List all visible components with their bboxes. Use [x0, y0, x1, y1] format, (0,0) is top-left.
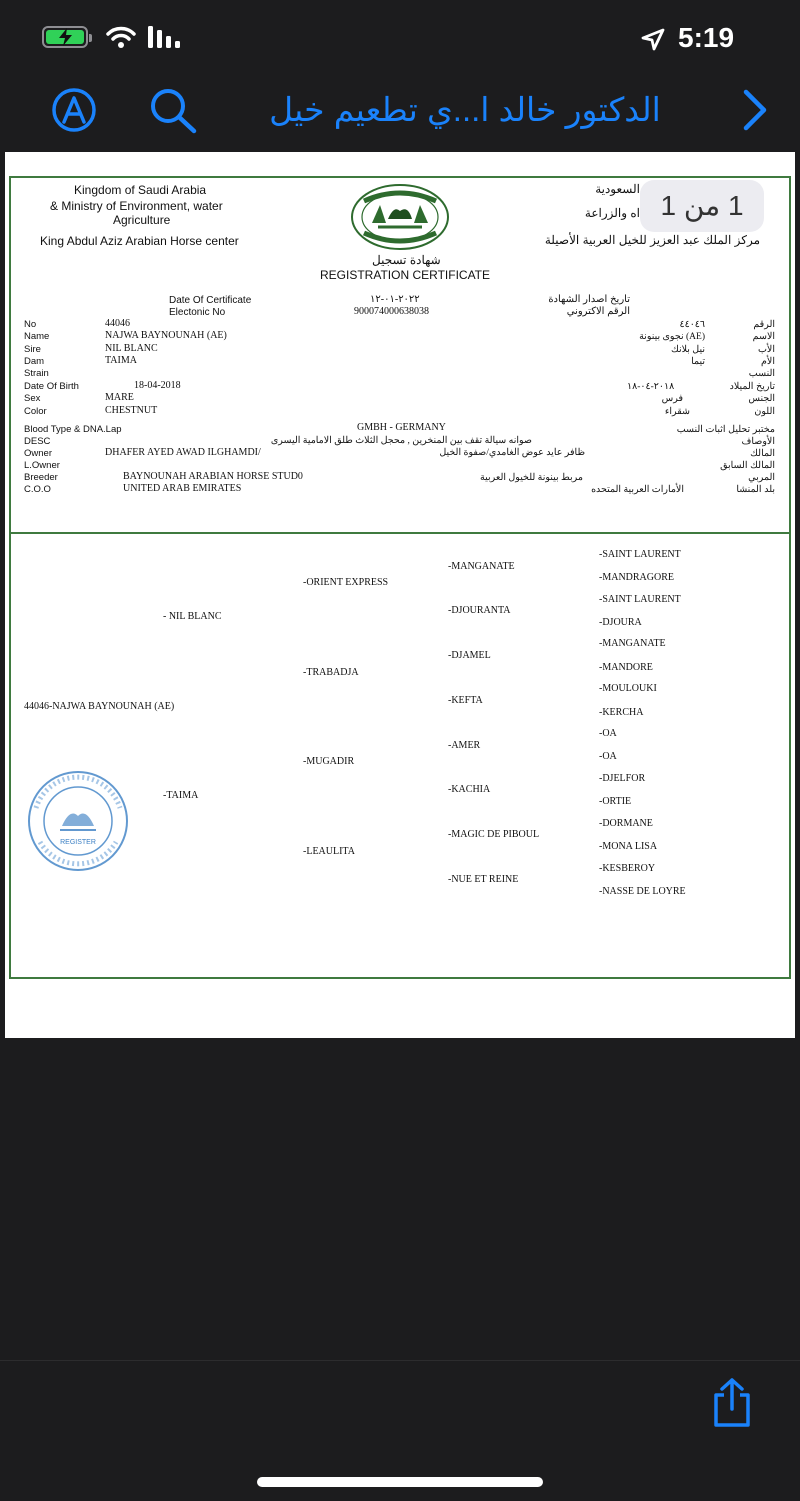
field-label-ar: تاريخ الميلاد [729, 381, 775, 392]
field-label: Sire [24, 344, 41, 355]
coo-label: C.O.O [24, 484, 51, 495]
owner-value: DHAFER AYED AWAD ILGHAMDI/ [105, 447, 261, 458]
field-label: No [24, 319, 37, 330]
owner-label-ar: المالك [750, 448, 775, 459]
pedigree-gen3: -MANGANATE [448, 561, 515, 572]
field-label: Sex [24, 393, 41, 404]
cellular-signal-icon [148, 26, 186, 48]
breeder-value-ar: مربط بينونة للخيول العربية [480, 473, 583, 483]
last-owner-label: L.Owner [24, 460, 60, 471]
field-value-ar: شقراء [664, 407, 690, 417]
registry-stamp-icon [26, 768, 130, 874]
stamp-text: REGISTER [60, 839, 96, 846]
field-value: 18-04-2018 [134, 380, 181, 391]
document-title: الدكتور خالد ا...ي تطعيم خيل [269, 91, 661, 128]
pedigree-gen3: -KACHIA [448, 784, 491, 795]
pedigree-gen4: -MANDRAGORE [599, 572, 674, 583]
pedigree-gen3: -DJOURANTA [448, 605, 511, 616]
electronic-value: 900074000638038 [354, 306, 429, 317]
field-label: Strain [24, 368, 49, 379]
blood-type-value: GMBH - GERMANY [357, 422, 446, 433]
certificate-divider [9, 532, 791, 534]
pedigree-gen4: -DJOURA [599, 617, 642, 628]
blood-type-label: Blood Type & DNA.Lap [24, 424, 122, 435]
pedigree-gen2: -ORIENT EXPRESS [303, 577, 389, 588]
title-en: REGISTRATION CERTIFICATE [320, 268, 491, 282]
field-label: Dam [24, 356, 45, 367]
pedigree-gen4: -DORMANE [599, 818, 653, 829]
header-en-line: King Abdul Aziz Arabian Horse center [40, 234, 239, 248]
coo-value: UNITED ARAB EMIRATES [123, 483, 242, 494]
field-value: 44046 [105, 318, 130, 329]
coo-value-ar: الأمارات العربية المتحده [591, 485, 684, 495]
pedigree-horse: 44046-NAJWA BAYNOUNAH (AE) [24, 701, 175, 712]
last-owner-label-ar: المالك السابق [720, 460, 775, 471]
field-value-ar: ٢٠١٨-٠٤-١٨ [627, 382, 675, 392]
home-indicator[interactable] [257, 1477, 543, 1487]
field-value: NIL BLANC [105, 343, 158, 354]
pedigree-gen3: -DJAMEL [448, 650, 491, 661]
field-label: Date Of Birth [24, 381, 79, 392]
search-icon[interactable] [146, 86, 200, 134]
navigation-bar [0, 80, 800, 148]
owner-label: Owner [24, 448, 52, 459]
header-en-line: Agriculture [113, 213, 171, 227]
field-label-ar: الجنس [748, 393, 775, 404]
breeder-label-ar: المربي [748, 472, 775, 483]
pedigree-gen4: -OA [599, 751, 617, 762]
desc-value-ar: صوانه سيالة تقف بين المنخرين , محجل الثلاث طلق الامامية اليسرى [270, 436, 532, 446]
pedigree-gen2: -LEAULITA [303, 846, 355, 857]
pedigree-gen4: -KESBEROY [599, 863, 656, 874]
field-label-ar: الاسم [752, 331, 775, 342]
header-ar-line: السعودية [595, 182, 640, 196]
title-ar: شهادة تسجيل [372, 253, 441, 267]
pedigree-gen4: -NASSE DE LOYRE [599, 886, 686, 897]
pedigree-gen3: -AMER [448, 740, 481, 751]
pedigree-gen4: -OA [599, 728, 617, 739]
header-ar-line: مركز الملك عبد العزيز للخيل العربية الأصيلة [544, 233, 760, 247]
date-value: ٢٠٢٢-٠١-١٢ [370, 294, 420, 305]
page-indicator: 1 من 1 [640, 180, 764, 232]
pedigree-gen4: -MONA LISA [599, 841, 658, 852]
pedigree-gen4: -MANGANATE [599, 638, 666, 649]
field-label-ar: الأم [761, 356, 775, 367]
field-value-ar: فرس [661, 394, 683, 404]
status-bar [0, 0, 800, 80]
pedigree-gen4: -DJELFOR [599, 773, 646, 784]
date-label-ar: تاريخ اصدار الشهادة [548, 294, 630, 305]
breeder-label: Breeder [24, 472, 58, 483]
pedigree-gen4: -SAINT LAURENT [599, 549, 681, 560]
field-value-ar: (AE) نجوى بينونة [639, 332, 705, 342]
header-ar-line: اه والزراعة [584, 206, 640, 220]
field-value-ar: تيما [691, 357, 705, 367]
ministry-logo-icon [350, 183, 450, 251]
field-label-ar: اللون [754, 406, 775, 417]
pedigree-gen4: -MOULOUKI [599, 683, 657, 694]
location-arrow-icon [640, 27, 666, 53]
pedigree-gen4: -SAINT LAURENT [599, 594, 681, 605]
blood-type-label-ar: مختبر تحليل اثبات النسب [676, 424, 775, 435]
pedigree-gen3: -NUE ET REINE [448, 874, 519, 885]
breeder-value: BAYNOUNAH ARABIAN HORSE STUD0 [123, 471, 303, 482]
battery-icon [42, 26, 88, 48]
field-value-ar: ٤٤٠٤٦ [679, 320, 705, 330]
header-en-line: Kingdom of Saudi Arabia [74, 183, 207, 197]
field-label-ar: النسب [748, 368, 775, 379]
chevron-right-icon[interactable] [738, 88, 772, 132]
electronic-label-ar: الرقم الاكتروني [566, 306, 630, 317]
field-value: TAIMA [105, 355, 137, 366]
pedigree-gen3: -MAGIC DE PIBOUL [448, 829, 540, 840]
field-value: CHESTNUT [105, 405, 158, 416]
markup-icon[interactable] [46, 88, 102, 132]
pedigree-gen1: -TAIMA [163, 790, 199, 801]
field-label: Name [24, 331, 50, 342]
pedigree-gen3: -KEFTA [448, 695, 483, 706]
pedigree-gen1: - NIL BLANC [163, 611, 222, 622]
owner-value-ar: ظافر عايد عوض الغامدي/صفوة الخيل [439, 448, 585, 458]
desc-label-ar: الأوصاف [741, 436, 775, 447]
share-icon[interactable] [708, 1377, 756, 1429]
pedigree-gen2: -MUGADIR [303, 756, 355, 767]
coo-label-ar: بلد المنشا [736, 484, 775, 495]
field-label-ar: الأب [757, 344, 775, 355]
electronic-label: Electonic No [169, 307, 226, 318]
pedigree-gen4: -ORTIE [599, 796, 632, 807]
desc-label: DESC [24, 436, 51, 447]
field-value-ar: نيل بلانك [670, 345, 705, 355]
wifi-icon [106, 26, 136, 50]
date-label: Date Of Certificate [169, 295, 252, 306]
field-label-ar: الرقم [753, 319, 775, 330]
field-value: MARE [105, 392, 134, 403]
pedigree-gen4: -KERCHA [599, 707, 644, 718]
pedigree-gen4: -MANDORE [599, 662, 653, 673]
header-en-line: & Ministry of Environment, water [50, 199, 223, 213]
pedigree-gen2: -TRABADJA [303, 667, 359, 678]
field-value: NAJWA BAYNOUNAH (AE) [105, 330, 227, 341]
status-time: 5:19 [678, 22, 735, 53]
field-label: Color [24, 406, 47, 417]
